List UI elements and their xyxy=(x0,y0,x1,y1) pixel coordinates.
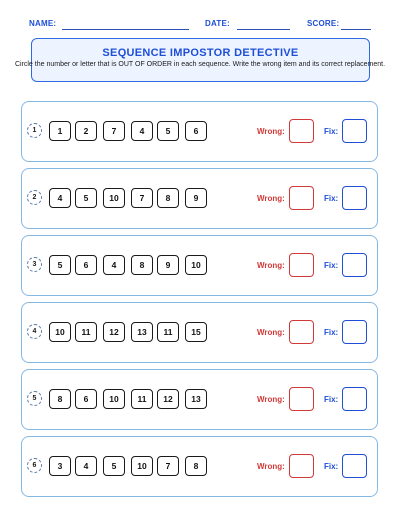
sequence-item[interactable]: 10 xyxy=(131,456,153,476)
fix-label: Fix: xyxy=(324,395,339,404)
sequence-item[interactable]: 10 xyxy=(49,322,71,342)
fix-answer-box[interactable] xyxy=(342,119,367,143)
wrong-answer-box[interactable] xyxy=(289,454,314,478)
sequence-item[interactable]: 9 xyxy=(185,188,207,208)
sequence-item[interactable]: 11 xyxy=(75,322,97,342)
sequence-item[interactable]: 10 xyxy=(103,188,125,208)
sequence-item[interactable]: 2 xyxy=(75,121,97,141)
sequence-item[interactable]: 6 xyxy=(75,255,97,275)
sequence-item[interactable]: 12 xyxy=(157,389,179,409)
sequence-row xyxy=(21,168,378,229)
wrong-answer-box[interactable] xyxy=(289,320,314,344)
row-number-badge: 4 xyxy=(27,324,42,339)
wrong-label: Wrong: xyxy=(257,127,285,136)
sequence-item[interactable]: 7 xyxy=(157,456,179,476)
fix-answer-box[interactable] xyxy=(342,320,367,344)
fix-label: Fix: xyxy=(324,127,339,136)
name-field[interactable] xyxy=(62,29,189,30)
wrong-answer-box[interactable] xyxy=(289,253,314,277)
instructions: Circle the number or letter that is OUT OF ORDER in each sequence. Write the wrong item and its correct replacement. xyxy=(14,61,386,68)
wrong-label: Wrong: xyxy=(257,462,285,471)
sequence-row xyxy=(21,101,378,162)
fix-label: Fix: xyxy=(324,462,339,471)
sequence-row xyxy=(21,436,378,497)
sequence-item[interactable]: 4 xyxy=(131,121,153,141)
sequence-item[interactable]: 3 xyxy=(49,456,71,476)
row-number-badge: 6 xyxy=(27,458,42,473)
name-label: NAME: xyxy=(29,19,57,28)
sequence-row xyxy=(21,302,378,363)
wrong-label: Wrong: xyxy=(257,328,285,337)
date-field[interactable] xyxy=(237,29,290,30)
fix-answer-box[interactable] xyxy=(342,387,367,411)
sequence-item[interactable]: 5 xyxy=(157,121,179,141)
sequence-item[interactable]: 9 xyxy=(157,255,179,275)
sequence-item[interactable]: 15 xyxy=(185,322,207,342)
sequence-item[interactable]: 5 xyxy=(49,255,71,275)
wrong-label: Wrong: xyxy=(257,395,285,404)
page-title: SEQUENCE IMPOSTOR DETECTIVE xyxy=(102,47,299,59)
sequence-row xyxy=(21,369,378,430)
fix-answer-box[interactable] xyxy=(342,253,367,277)
sequence-item[interactable]: 8 xyxy=(157,188,179,208)
sequence-item[interactable]: 13 xyxy=(131,322,153,342)
fix-answer-box[interactable] xyxy=(342,454,367,478)
wrong-answer-box[interactable] xyxy=(289,387,314,411)
sequence-item[interactable]: 5 xyxy=(75,188,97,208)
sequence-item[interactable]: 6 xyxy=(75,389,97,409)
sequence-item[interactable]: 1 xyxy=(49,121,71,141)
sequence-item[interactable]: 7 xyxy=(103,121,125,141)
header-bar xyxy=(0,15,400,35)
sequence-item[interactable]: 10 xyxy=(103,389,125,409)
sequence-item[interactable]: 7 xyxy=(131,188,153,208)
sequence-item[interactable]: 8 xyxy=(131,255,153,275)
sequence-item[interactable]: 10 xyxy=(185,255,207,275)
wrong-answer-box[interactable] xyxy=(289,119,314,143)
sequence-item[interactable]: 11 xyxy=(131,389,153,409)
sequence-item[interactable]: 11 xyxy=(157,322,179,342)
fix-label: Fix: xyxy=(324,261,339,270)
wrong-label: Wrong: xyxy=(257,261,285,270)
sequence-row xyxy=(21,235,378,296)
title-box xyxy=(31,38,370,82)
sequence-item[interactable]: 4 xyxy=(103,255,125,275)
row-number-badge: 2 xyxy=(27,190,42,205)
sequence-item[interactable]: 8 xyxy=(185,456,207,476)
sequence-item[interactable]: 8 xyxy=(49,389,71,409)
sequence-item[interactable]: 13 xyxy=(185,389,207,409)
fix-label: Fix: xyxy=(324,328,339,337)
wrong-answer-box[interactable] xyxy=(289,186,314,210)
fix-answer-box[interactable] xyxy=(342,186,367,210)
row-number-badge: 3 xyxy=(27,257,42,272)
sequence-item[interactable]: 12 xyxy=(103,322,125,342)
sequence-item[interactable]: 5 xyxy=(103,456,125,476)
score-field[interactable] xyxy=(341,29,371,30)
row-number-badge: 1 xyxy=(27,123,42,138)
fix-label: Fix: xyxy=(324,194,339,203)
wrong-label: Wrong: xyxy=(257,194,285,203)
date-label: DATE: xyxy=(205,19,230,28)
sequence-item[interactable]: 4 xyxy=(49,188,71,208)
score-label: SCORE: xyxy=(307,19,340,28)
row-number-badge: 5 xyxy=(27,391,42,406)
sequence-item[interactable]: 4 xyxy=(75,456,97,476)
sequence-item[interactable]: 6 xyxy=(185,121,207,141)
